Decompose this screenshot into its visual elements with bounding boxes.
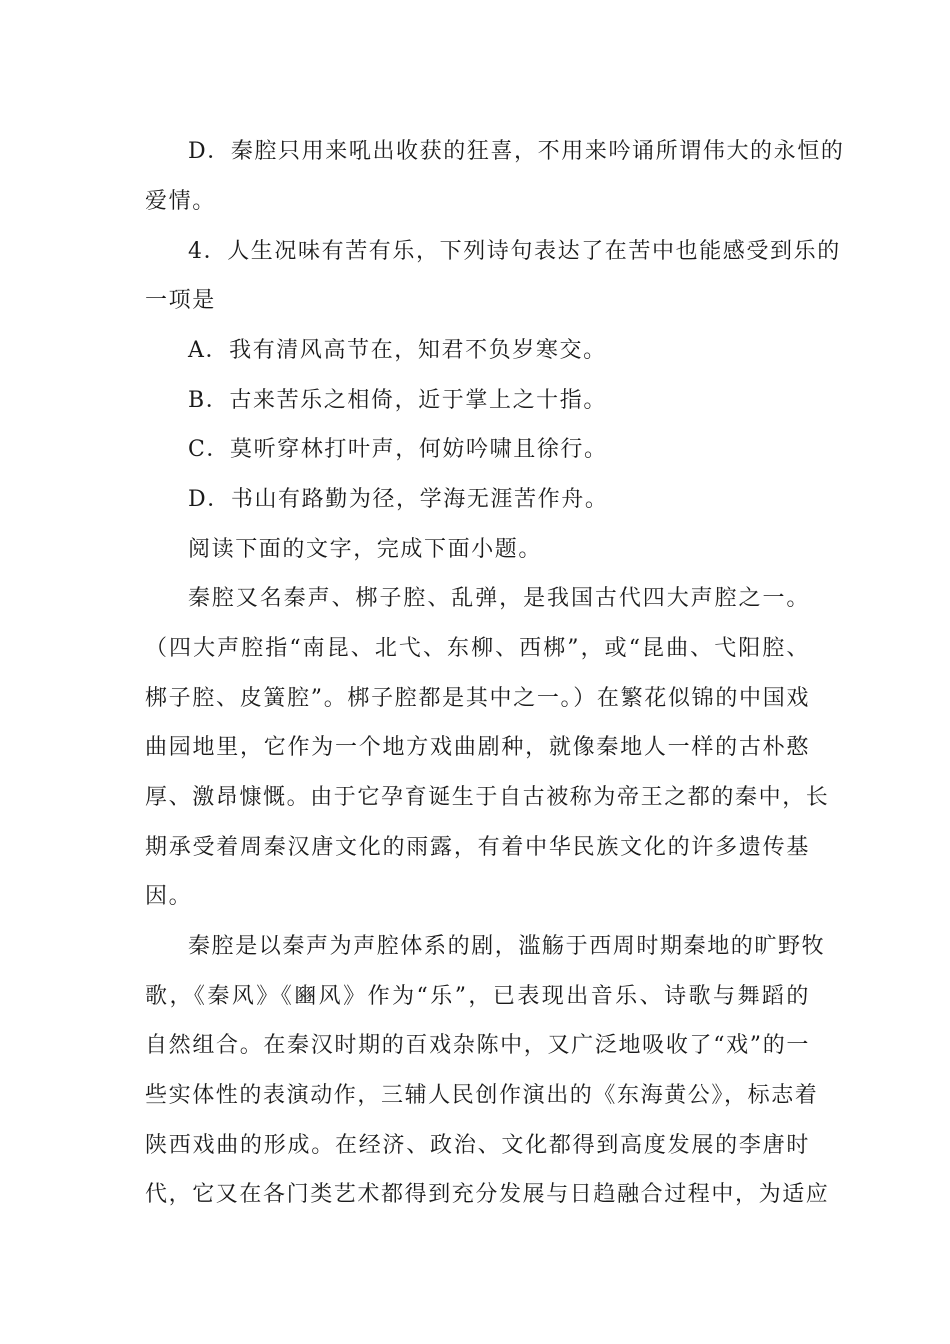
question-4-option-b: B．古来苦乐之相倚，近于掌上之十指。: [188, 388, 607, 413]
passage-paragraph-2-line-2: 歌，《秦风》《豳风》作为“乐”，已表现出音乐、诗歌与舞蹈的: [145, 984, 810, 1009]
question-4-line-2: 一项是: [145, 288, 216, 313]
passage-paragraph-1-line-3: 梆子腔、皮簧腔”。梆子腔都是其中之一。）在繁花似锦的中国戏: [145, 686, 810, 711]
passage-paragraph-1-line-5: 厚、激昂慷慨。由于它孕育诞生于自古被称为帝王之都的秦中，长: [145, 785, 830, 810]
passage-paragraph-1-line-4: 曲园地里，它作为一个地方戏曲剧种，就像秦地人一样的古朴憨: [145, 735, 810, 760]
passage-paragraph-1-line-6: 期承受着周秦汉唐文化的雨露，有着中华民族文化的许多遗传基: [145, 835, 810, 860]
passage-paragraph-2-line-6: 代，它又在各门类艺术都得到充分发展与日趋融合过程中，为适应: [145, 1182, 830, 1207]
reading-instruction: 阅读下面的文字，完成下面小题。: [188, 537, 543, 562]
passage-paragraph-2-line-5: 陕西戏曲的形成。在经济、政治、文化都得到高度发展的李唐时: [145, 1133, 810, 1158]
option-d-line-2: 爱情。: [145, 189, 216, 214]
question-4-option-c: C．莫听穿林打叶声，何妨吟啸且徐行。: [188, 437, 608, 462]
passage-paragraph-2-line-3: 自然组合。在秦汉时期的百戏杂陈中，又广泛地吸收了“戏”的一: [145, 1033, 810, 1058]
passage-paragraph-1-line-7: 因。: [145, 884, 193, 909]
question-4-option-a: A．我有清风高节在，知君不负岁寒交。: [188, 338, 607, 363]
option-d-line-1: D．秦腔只用来吼出收获的狂喜，不用来吟诵所谓伟大的永恒的: [188, 139, 845, 164]
question-4-line-1: 4．人生况味有苦有乐，下列诗句表达了在苦中也能感受到乐的: [188, 239, 841, 264]
passage-paragraph-1-line-2: （四大声腔指“南昆、北弋、东柳、西梆”，或“昆曲、弋阳腔、: [145, 636, 810, 661]
passage-paragraph-1-line-1: 秦腔又名秦声、梆子腔、乱弹，是我国古代四大声腔之一。: [188, 586, 810, 611]
question-4-option-d: D．书山有路勤为径，学海无涯苦作舟。: [188, 487, 609, 512]
passage-paragraph-2-line-4: 些实体性的表演动作，三辅人民创作演出的《东海黄公》，标志着: [145, 1083, 819, 1108]
passage-paragraph-2-line-1: 秦腔是以秦声为声腔体系的剧，滥觞于西周时期秦地的旷野牧: [188, 934, 826, 959]
